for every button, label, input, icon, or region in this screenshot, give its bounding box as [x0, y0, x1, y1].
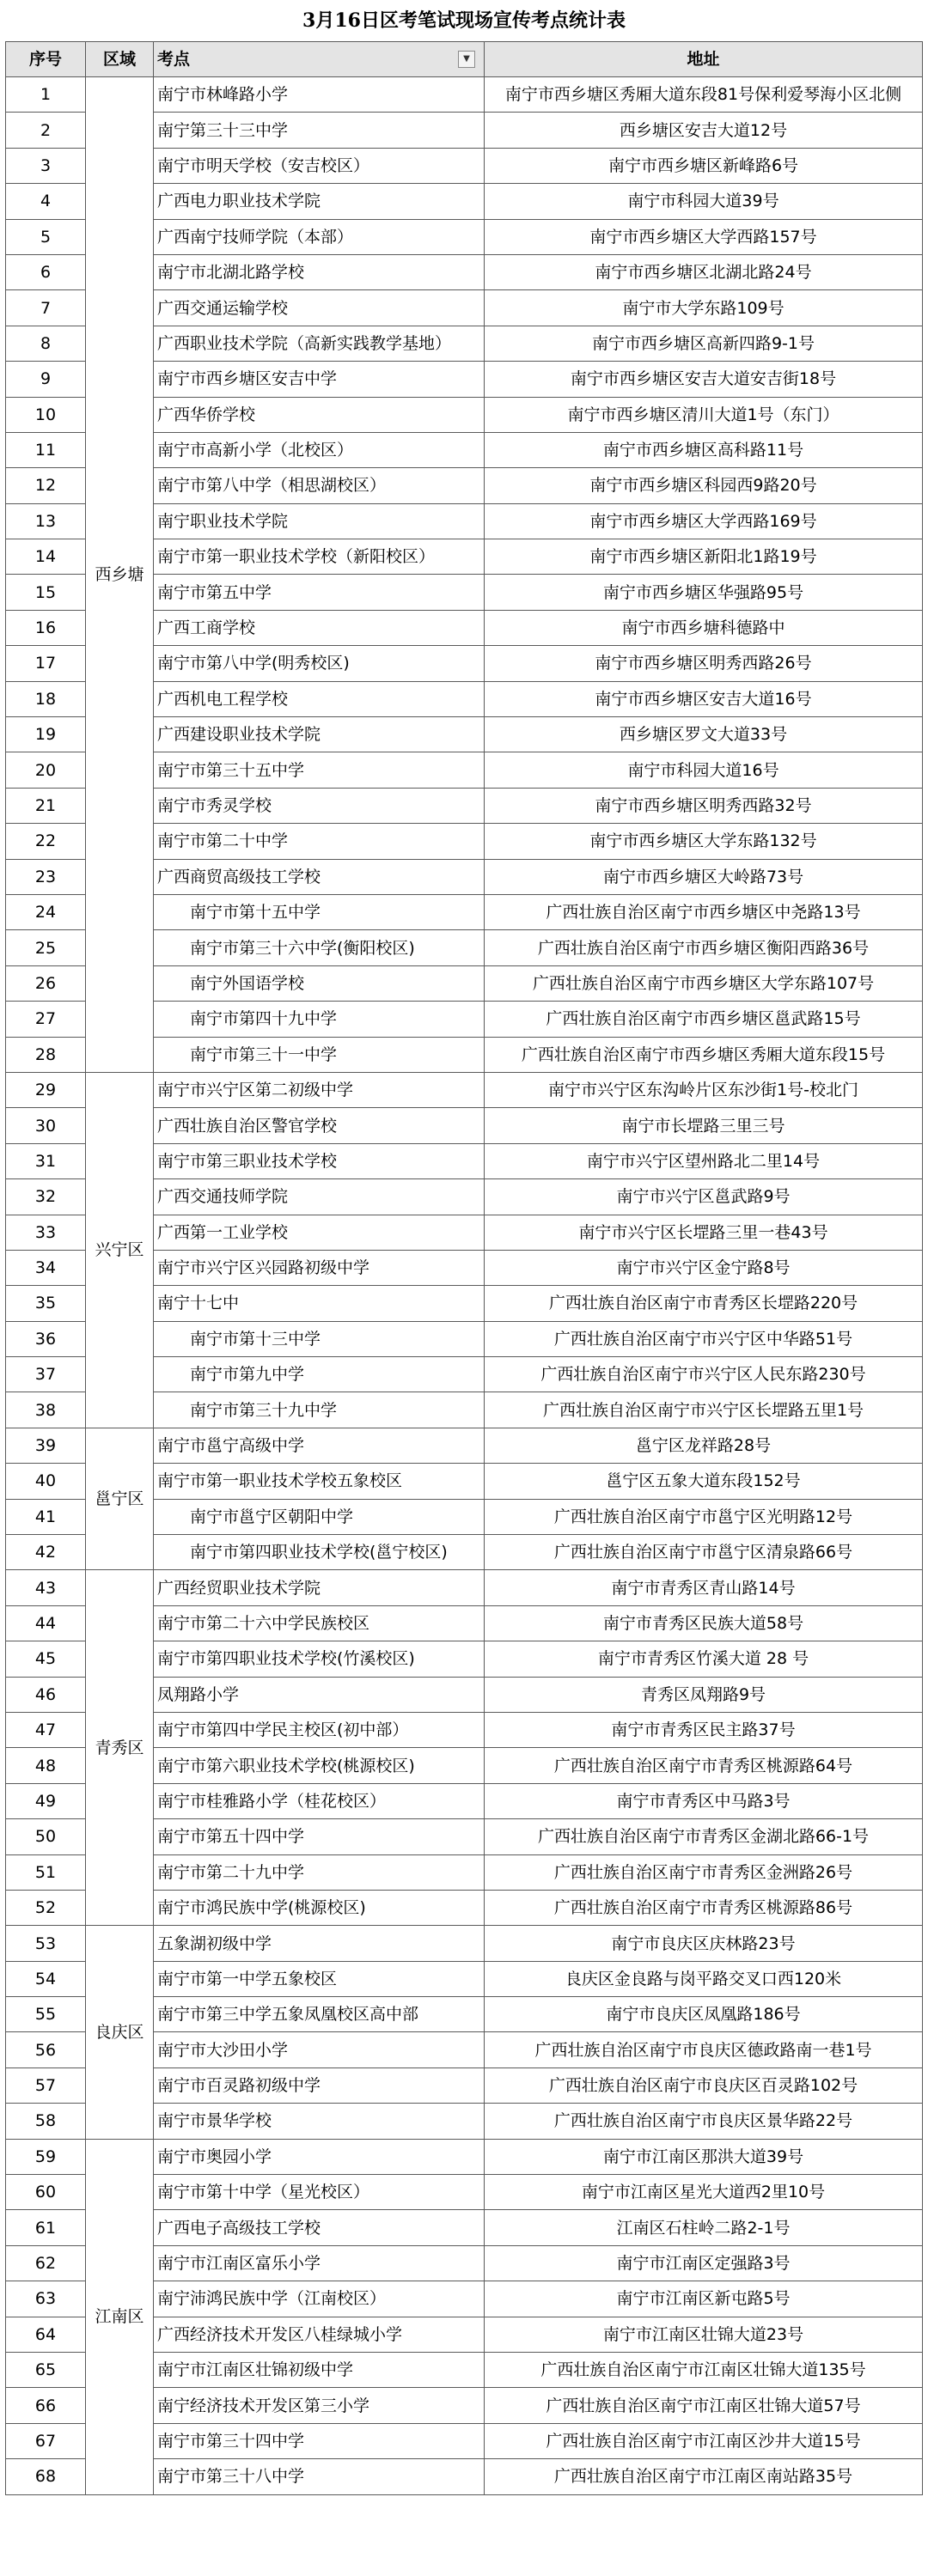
- cell-site: 南宁市鸿民族中学(桃源校区): [154, 1890, 485, 1925]
- cell-site: 南宁市第三十九中学: [154, 1392, 485, 1428]
- cell-site: 广西南宁技师学院（本部）: [154, 219, 485, 254]
- cell-address: 良庆区金良路与岗平路交叉口西120米: [485, 1961, 923, 1996]
- cell-site: 南宁市第五十四中学: [154, 1819, 485, 1854]
- cell-seq: 20: [6, 752, 86, 788]
- cell-site: 五象湖初级中学: [154, 1926, 485, 1961]
- cell-seq: 14: [6, 539, 86, 575]
- cell-address: 南宁市江南区壮锦大道23号: [485, 2317, 923, 2352]
- header-site[interactable]: [154, 42, 485, 77]
- cell-region: 江南区: [86, 2139, 154, 2494]
- cell-seq: 6: [6, 254, 86, 289]
- cell-seq: 24: [6, 894, 86, 929]
- cell-seq: 1: [6, 77, 86, 113]
- cell-site: 广西工商学校: [154, 610, 485, 645]
- exam-site-table: [5, 41, 923, 2495]
- cell-address: 广西壮族自治区南宁市青秀区桃源路64号: [485, 1748, 923, 1783]
- cell-seq: 66: [6, 2388, 86, 2423]
- cell-address: 广西壮族自治区南宁市兴宁区人民东路230号: [485, 1357, 923, 1392]
- cell-site: 广西电子高级技工学校: [154, 2210, 485, 2245]
- header-site-label: 考点: [157, 50, 191, 69]
- cell-seq: 62: [6, 2245, 86, 2281]
- cell-address: 南宁市西乡塘区新峰路6号: [485, 148, 923, 183]
- cell-site: 南宁市第十三中学: [154, 1321, 485, 1356]
- cell-seq: 13: [6, 503, 86, 539]
- cell-address: 南宁市西乡塘区大学西路157号: [485, 219, 923, 254]
- cell-site: 南宁市兴宁区兴园路初级中学: [154, 1250, 485, 1285]
- cell-seq: 49: [6, 1783, 86, 1818]
- cell-address: 广西壮族自治区南宁市西乡塘区秀厢大道东段15号: [485, 1037, 923, 1072]
- cell-site: 南宁市高新小学（北校区）: [154, 432, 485, 467]
- cell-site: 南宁市第十中学（星光校区）: [154, 2175, 485, 2210]
- cell-address: 南宁市良庆区庆林路23号: [485, 1926, 923, 1961]
- header-address: 地址: [485, 42, 923, 77]
- cell-seq: 33: [6, 1215, 86, 1250]
- cell-address: 广西壮族自治区南宁市良庆区德政路南一巷1号: [485, 2032, 923, 2067]
- header-seq: 序号: [6, 42, 86, 77]
- cell-address: 广西壮族自治区南宁市江南区沙井大道15号: [485, 2423, 923, 2458]
- cell-address: 广西壮族自治区南宁市青秀区金洲路26号: [485, 1854, 923, 1890]
- cell-seq: 19: [6, 717, 86, 752]
- cell-site: 南宁市第八中学（相思湖校区）: [154, 468, 485, 503]
- cell-seq: 63: [6, 2281, 86, 2317]
- cell-seq: 54: [6, 1961, 86, 1996]
- cell-site: 南宁市第三十五中学: [154, 752, 485, 788]
- cell-address: 广西壮族自治区南宁市西乡塘区中尧路13号: [485, 894, 923, 929]
- cell-address: 南宁市西乡塘区高科路11号: [485, 432, 923, 467]
- cell-seq: 3: [6, 148, 86, 183]
- cell-address: 南宁市西乡塘区大岭路73号: [485, 859, 923, 894]
- cell-region: 西乡塘: [86, 77, 154, 1073]
- cell-seq: 18: [6, 681, 86, 716]
- cell-site: 南宁外国语学校: [154, 965, 485, 1001]
- cell-site: 南宁十七中: [154, 1286, 485, 1321]
- cell-seq: 26: [6, 965, 86, 1001]
- cell-seq: 23: [6, 859, 86, 894]
- cell-site: 南宁市林峰路小学: [154, 77, 485, 113]
- cell-site: 南宁市江南区壮锦初级中学: [154, 2353, 485, 2388]
- cell-region: 邕宁区: [86, 1428, 154, 1570]
- cell-seq: 50: [6, 1819, 86, 1854]
- cell-address: 南宁市西乡塘区华强路95号: [485, 575, 923, 610]
- cell-seq: 57: [6, 2067, 86, 2103]
- cell-site: 南宁市第一职业技术学校（新阳校区）: [154, 539, 485, 575]
- cell-address: 青秀区凤翔路9号: [485, 1677, 923, 1712]
- cell-site: 南宁市第三职业技术学校: [154, 1143, 485, 1178]
- cell-site: 南宁市北湖北路学校: [154, 254, 485, 289]
- cell-site: 南宁市第五中学: [154, 575, 485, 610]
- cell-site: 南宁市第二十中学: [154, 824, 485, 859]
- cell-seq: 42: [6, 1535, 86, 1570]
- cell-address: 南宁市兴宁区金宁路8号: [485, 1250, 923, 1285]
- cell-address: 南宁市青秀区民族大道58号: [485, 1605, 923, 1641]
- cell-address: 广西壮族自治区南宁市良庆区百灵路102号: [485, 2067, 923, 2103]
- cell-address: 南宁市科园大道39号: [485, 184, 923, 219]
- cell-seq: 9: [6, 362, 86, 397]
- cell-address: 南宁市西乡塘区明秀西路32号: [485, 788, 923, 823]
- cell-address: 广西壮族自治区南宁市兴宁区长堽路五里1号: [485, 1392, 923, 1428]
- cell-address: 广西壮族自治区南宁市西乡塘区邕武路15号: [485, 1002, 923, 1037]
- cell-site: 南宁市明天学校（安吉校区）: [154, 148, 485, 183]
- cell-site: 南宁市大沙田小学: [154, 2032, 485, 2067]
- cell-site: 南宁市第二十六中学民族校区: [154, 1605, 485, 1641]
- cell-site: 广西经济技术开发区八桂绿城小学: [154, 2317, 485, 2352]
- cell-site: 南宁市第三中学五象凤凰校区高中部: [154, 1997, 485, 2032]
- cell-address: 广西壮族自治区南宁市江南区南站路35号: [485, 2459, 923, 2494]
- table-row: [6, 2139, 923, 2174]
- cell-site: 南宁市邕宁区朝阳中学: [154, 1499, 485, 1534]
- cell-seq: 46: [6, 1677, 86, 1712]
- table-row: [6, 77, 923, 113]
- cell-address: 邕宁区五象大道东段152号: [485, 1464, 923, 1499]
- cell-seq: 48: [6, 1748, 86, 1783]
- cell-site: 南宁市第三十一中学: [154, 1037, 485, 1072]
- cell-seq: 35: [6, 1286, 86, 1321]
- cell-address: 南宁市西乡塘区北湖北路24号: [485, 254, 923, 289]
- cell-seq: 64: [6, 2317, 86, 2352]
- cell-site: 广西第一工业学校: [154, 1215, 485, 1250]
- cell-site: 广西交通技师学院: [154, 1179, 485, 1215]
- cell-seq: 40: [6, 1464, 86, 1499]
- cell-seq: 56: [6, 2032, 86, 2067]
- cell-seq: 11: [6, 432, 86, 467]
- cell-address: 广西壮族自治区南宁市兴宁区中华路51号: [485, 1321, 923, 1356]
- cell-address: 南宁市西乡塘区科园西9路20号: [485, 468, 923, 503]
- cell-seq: 58: [6, 2104, 86, 2139]
- cell-seq: 32: [6, 1179, 86, 1215]
- table-header-row: [6, 42, 923, 77]
- cell-seq: 68: [6, 2459, 86, 2494]
- cell-site: 南宁市第三十八中学: [154, 2459, 485, 2494]
- cell-seq: 65: [6, 2353, 86, 2388]
- cell-seq: 34: [6, 1250, 86, 1285]
- cell-address: 邕宁区龙祥路28号: [485, 1428, 923, 1463]
- cell-site: 南宁市第四职业技术学校(邕宁校区): [154, 1535, 485, 1570]
- cell-site: 广西经贸职业技术学院: [154, 1570, 485, 1605]
- cell-site: 广西职业技术学院（高新实践教学基地）: [154, 326, 485, 361]
- cell-address: 西乡塘区安吉大道12号: [485, 113, 923, 148]
- cell-address: 南宁市西乡塘科德路中: [485, 610, 923, 645]
- cell-site: 南宁市第一职业技术学校五象校区: [154, 1464, 485, 1499]
- cell-address: 江南区石柱岭二路2-1号: [485, 2210, 923, 2245]
- cell-seq: 8: [6, 326, 86, 361]
- cell-seq: 39: [6, 1428, 86, 1463]
- cell-address: 南宁市西乡塘区高新四路9-1号: [485, 326, 923, 361]
- cell-seq: 31: [6, 1143, 86, 1178]
- cell-site: 南宁市第四职业技术学校(竹溪校区): [154, 1641, 485, 1677]
- cell-site: 广西建设职业技术学院: [154, 717, 485, 752]
- cell-seq: 17: [6, 646, 86, 681]
- cell-site: 南宁市桂雅路小学（桂花校区）: [154, 1783, 485, 1818]
- table-row: [6, 1428, 923, 1463]
- cell-region: 兴宁区: [86, 1072, 154, 1428]
- page-title: 3月16日区考笔试现场宣传考点统计表: [302, 9, 626, 32]
- cell-region: 良庆区: [86, 1926, 154, 2139]
- cell-address: 广西壮族自治区南宁市青秀区金湖北路66-1号: [485, 1819, 923, 1854]
- cell-site: 南宁市西乡塘区安吉中学: [154, 362, 485, 397]
- cell-region: 青秀区: [86, 1570, 154, 1926]
- cell-site: 南宁市第九中学: [154, 1357, 485, 1392]
- table-body: [6, 77, 923, 2495]
- cell-seq: 29: [6, 1072, 86, 1107]
- cell-site: 广西商贸高级技工学校: [154, 859, 485, 894]
- cell-site: 南宁市第十五中学: [154, 894, 485, 929]
- header-region: 区域: [86, 42, 154, 77]
- cell-site: 南宁市景华学校: [154, 2104, 485, 2139]
- cell-seq: 37: [6, 1357, 86, 1392]
- cell-address: 南宁市江南区星光大道西2里10号: [485, 2175, 923, 2210]
- table-row: [6, 1570, 923, 1605]
- cell-seq: 53: [6, 1926, 86, 1961]
- cell-site: 南宁市江南区富乐小学: [154, 2245, 485, 2281]
- cell-address: 南宁市青秀区中马路3号: [485, 1783, 923, 1818]
- cell-address: 广西壮族自治区南宁市邕宁区光明路12号: [485, 1499, 923, 1534]
- cell-address: 南宁市青秀区竹溪大道 28 号: [485, 1641, 923, 1677]
- filter-dropdown-icon[interactable]: ▼: [458, 51, 475, 68]
- cell-seq: 61: [6, 2210, 86, 2245]
- cell-site: 南宁第三十三中学: [154, 113, 485, 148]
- cell-site: 南宁沛鸿民族中学（江南校区）: [154, 2281, 485, 2317]
- cell-seq: 67: [6, 2423, 86, 2458]
- cell-address: 西乡塘区罗文大道33号: [485, 717, 923, 752]
- cell-address: 广西壮族自治区南宁市青秀区桃源路86号: [485, 1890, 923, 1925]
- cell-address: 广西壮族自治区南宁市江南区壮锦大道57号: [485, 2388, 923, 2423]
- cell-address: 南宁市西乡塘区新阳北1路19号: [485, 539, 923, 575]
- cell-address: 南宁市大学东路109号: [485, 290, 923, 326]
- cell-site: 南宁市第六职业技术学校(桃源校区): [154, 1748, 485, 1783]
- cell-site: 广西电力职业技术学院: [154, 184, 485, 219]
- cell-address: 南宁市江南区那洪大道39号: [485, 2139, 923, 2174]
- cell-address: 广西壮族自治区南宁市江南区壮锦大道135号: [485, 2353, 923, 2388]
- cell-seq: 47: [6, 1712, 86, 1747]
- cell-seq: 5: [6, 219, 86, 254]
- cell-address: 广西壮族自治区南宁市西乡塘区大学东路107号: [485, 965, 923, 1001]
- cell-address: 广西壮族自治区南宁市西乡塘区衡阳西路36号: [485, 930, 923, 965]
- cell-site: 南宁市兴宁区第二初级中学: [154, 1072, 485, 1107]
- cell-site: 南宁市百灵路初级中学: [154, 2067, 485, 2103]
- cell-address: 南宁市青秀区民主路37号: [485, 1712, 923, 1747]
- cell-seq: 7: [6, 290, 86, 326]
- cell-seq: 15: [6, 575, 86, 610]
- cell-address: 南宁市兴宁区长堽路三里一巷43号: [485, 1215, 923, 1250]
- cell-site: 广西壮族自治区警官学校: [154, 1108, 485, 1143]
- cell-address: 南宁市西乡塘区安吉大道16号: [485, 681, 923, 716]
- cell-seq: 60: [6, 2175, 86, 2210]
- cell-seq: 22: [6, 824, 86, 859]
- cell-address: 南宁市江南区新屯路5号: [485, 2281, 923, 2317]
- cell-seq: 45: [6, 1641, 86, 1677]
- cell-site: 南宁市第一中学五象校区: [154, 1961, 485, 1996]
- cell-seq: 21: [6, 788, 86, 823]
- cell-address: 南宁市西乡塘区清川大道1号（东门）: [485, 397, 923, 432]
- cell-seq: 16: [6, 610, 86, 645]
- cell-site: 南宁职业技术学院: [154, 503, 485, 539]
- cell-seq: 4: [6, 184, 86, 219]
- cell-seq: 38: [6, 1392, 86, 1428]
- cell-seq: 55: [6, 1997, 86, 2032]
- cell-address: 南宁市青秀区青山路14号: [485, 1570, 923, 1605]
- cell-address: 南宁市西乡塘区安吉大道安吉街18号: [485, 362, 923, 397]
- cell-site: 南宁市第四十九中学: [154, 1002, 485, 1037]
- cell-address: 南宁市西乡塘区秀厢大道东段81号保利爱琴海小区北侧: [485, 77, 923, 113]
- cell-address: 南宁市科园大道16号: [485, 752, 923, 788]
- cell-site: 广西交通运输学校: [154, 290, 485, 326]
- cell-address: 南宁市江南区定强路3号: [485, 2245, 923, 2281]
- cell-site: 凤翔路小学: [154, 1677, 485, 1712]
- table-row: [6, 1926, 923, 1961]
- cell-address: 南宁市西乡塘区大学东路132号: [485, 824, 923, 859]
- cell-seq: 25: [6, 930, 86, 965]
- cell-seq: 28: [6, 1037, 86, 1072]
- cell-seq: 27: [6, 1002, 86, 1037]
- cell-address: 南宁市兴宁区东沟岭片区东沙街1号-校北门: [485, 1072, 923, 1107]
- cell-site: 南宁市秀灵学校: [154, 788, 485, 823]
- cell-seq: 51: [6, 1854, 86, 1890]
- cell-site: 南宁市第三十六中学(衡阳校区): [154, 930, 485, 965]
- cell-address: 南宁市西乡塘区大学西路169号: [485, 503, 923, 539]
- cell-address: 广西壮族自治区南宁市青秀区长堽路220号: [485, 1286, 923, 1321]
- cell-seq: 52: [6, 1890, 86, 1925]
- cell-site: 南宁市第四中学民主校区(初中部）: [154, 1712, 485, 1747]
- cell-seq: 44: [6, 1605, 86, 1641]
- cell-address: 南宁市兴宁区邕武路9号: [485, 1179, 923, 1215]
- cell-seq: 2: [6, 113, 86, 148]
- cell-address: 广西壮族自治区南宁市良庆区景华路22号: [485, 2104, 923, 2139]
- cell-seq: 59: [6, 2139, 86, 2174]
- cell-site: 南宁市邕宁高级中学: [154, 1428, 485, 1463]
- cell-seq: 41: [6, 1499, 86, 1534]
- cell-seq: 10: [6, 397, 86, 432]
- cell-address: 南宁市西乡塘区明秀西路26号: [485, 646, 923, 681]
- cell-address: 南宁市兴宁区望州路北二里14号: [485, 1143, 923, 1178]
- table-row: [6, 1072, 923, 1107]
- cell-seq: 36: [6, 1321, 86, 1356]
- cell-address: 南宁市长堽路三里三号: [485, 1108, 923, 1143]
- cell-seq: 43: [6, 1570, 86, 1605]
- cell-address: 广西壮族自治区南宁市邕宁区清泉路66号: [485, 1535, 923, 1570]
- cell-seq: 12: [6, 468, 86, 503]
- cell-site: 广西华侨学校: [154, 397, 485, 432]
- cell-site: 南宁经济技术开发区第三小学: [154, 2388, 485, 2423]
- cell-site: 南宁市第八中学(明秀校区): [154, 646, 485, 681]
- cell-address: 南宁市良庆区凤凰路186号: [485, 1997, 923, 2032]
- cell-site: 南宁市奥园小学: [154, 2139, 485, 2174]
- cell-site: 广西机电工程学校: [154, 681, 485, 716]
- cell-seq: 30: [6, 1108, 86, 1143]
- cell-site: 南宁市第二十九中学: [154, 1854, 485, 1890]
- cell-site: 南宁市第三十四中学: [154, 2423, 485, 2458]
